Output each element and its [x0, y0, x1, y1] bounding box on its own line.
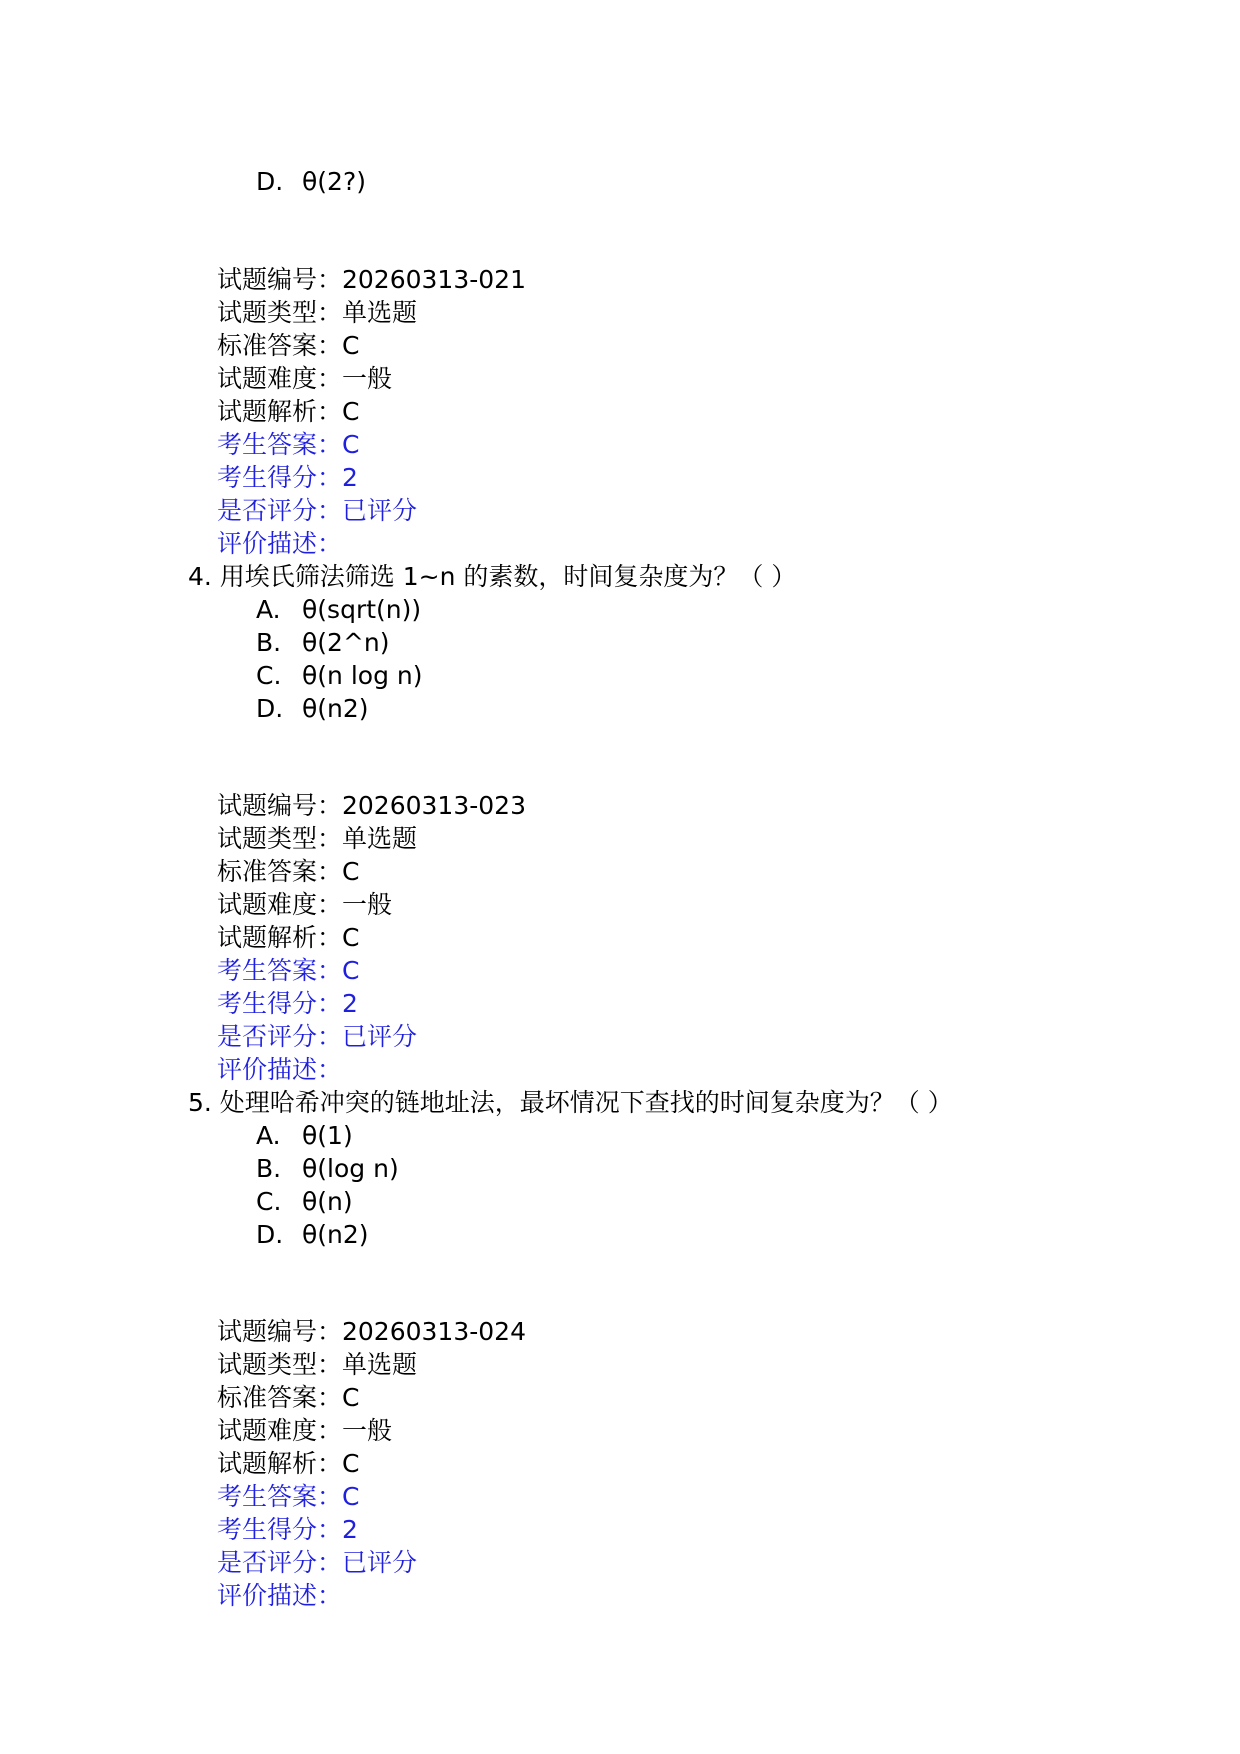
student-answer: 考生答案：C [217, 1482, 360, 1511]
option-letter: D. [256, 1220, 284, 1249]
student-score: 考生得分：2 [217, 989, 358, 1018]
option-b [256, 626, 390, 659]
evaluation-comment: 评价描述： [217, 529, 343, 558]
question-title: 4. 用埃氏筛法筛选 1~n 的素数，时间复杂度为？（ ） [188, 562, 797, 591]
student-answer: 考生答案：C [217, 956, 360, 985]
question-title: 5. 处理哈希冲突的链地址法，最坏情况下查找的时间复杂度为？（ ） [188, 1088, 953, 1117]
grading-status: 是否评分：已评分 [217, 1022, 418, 1051]
option-letter: A. [256, 1121, 281, 1150]
student-answer: 考生答案：C [217, 430, 360, 459]
student-score: 考生得分：2 [217, 1515, 358, 1544]
option-text: θ(n log n) [302, 661, 423, 690]
question-type: 试题类型：单选题 [217, 298, 418, 327]
grading-status: 是否评分：已评分 [217, 1548, 418, 1577]
option-d [256, 1218, 369, 1251]
option-letter: B. [256, 1154, 282, 1183]
option-text: θ(n) [302, 1187, 353, 1216]
question-id: 试题编号：20260313-024 [217, 1317, 526, 1346]
question-difficulty: 试题难度：一般 [217, 890, 393, 919]
option-b [256, 1152, 399, 1185]
option-text: θ(sqrt(n)) [302, 595, 422, 624]
question-id: 试题编号：20260313-021 [217, 265, 526, 294]
option-letter: D. [256, 167, 284, 196]
evaluation-comment: 评价描述： [217, 1581, 343, 1610]
standard-answer: 标准答案：C [217, 331, 360, 360]
question-type: 试题类型：单选题 [217, 824, 418, 853]
option-text: θ(n2) [302, 694, 369, 723]
option-d [256, 692, 369, 725]
question-type: 试题类型：单选题 [217, 1350, 418, 1379]
standard-answer: 标准答案：C [217, 857, 360, 886]
grading-status: 是否评分：已评分 [217, 496, 418, 525]
option-text: θ(1) [302, 1121, 353, 1150]
question-difficulty: 试题难度：一般 [217, 1416, 393, 1445]
option-a [256, 1119, 353, 1152]
option-letter: B. [256, 628, 282, 657]
standard-answer: 标准答案：C [217, 1383, 360, 1412]
option-letter: C. [256, 1187, 282, 1216]
option-c [256, 659, 423, 692]
question-analysis: 试题解析：C [217, 397, 360, 426]
option-letter: C. [256, 661, 282, 690]
question-id: 试题编号：20260313-023 [217, 791, 526, 820]
option-text: θ(2?) [302, 167, 366, 196]
evaluation-comment: 评价描述： [217, 1055, 343, 1084]
option-c [256, 1185, 353, 1218]
question-difficulty: 试题难度：一般 [217, 364, 393, 393]
option-letter: A. [256, 595, 281, 624]
option-text: θ(log n) [302, 1154, 399, 1183]
option-text: θ(n2) [302, 1220, 369, 1249]
question-analysis: 试题解析：C [217, 1449, 360, 1478]
option-letter: D. [256, 694, 284, 723]
student-score: 考生得分：2 [217, 463, 358, 492]
option-text: θ(2^n) [302, 628, 390, 657]
question-analysis: 试题解析：C [217, 923, 360, 952]
option-a [256, 593, 421, 626]
option-d-previous [256, 165, 366, 198]
